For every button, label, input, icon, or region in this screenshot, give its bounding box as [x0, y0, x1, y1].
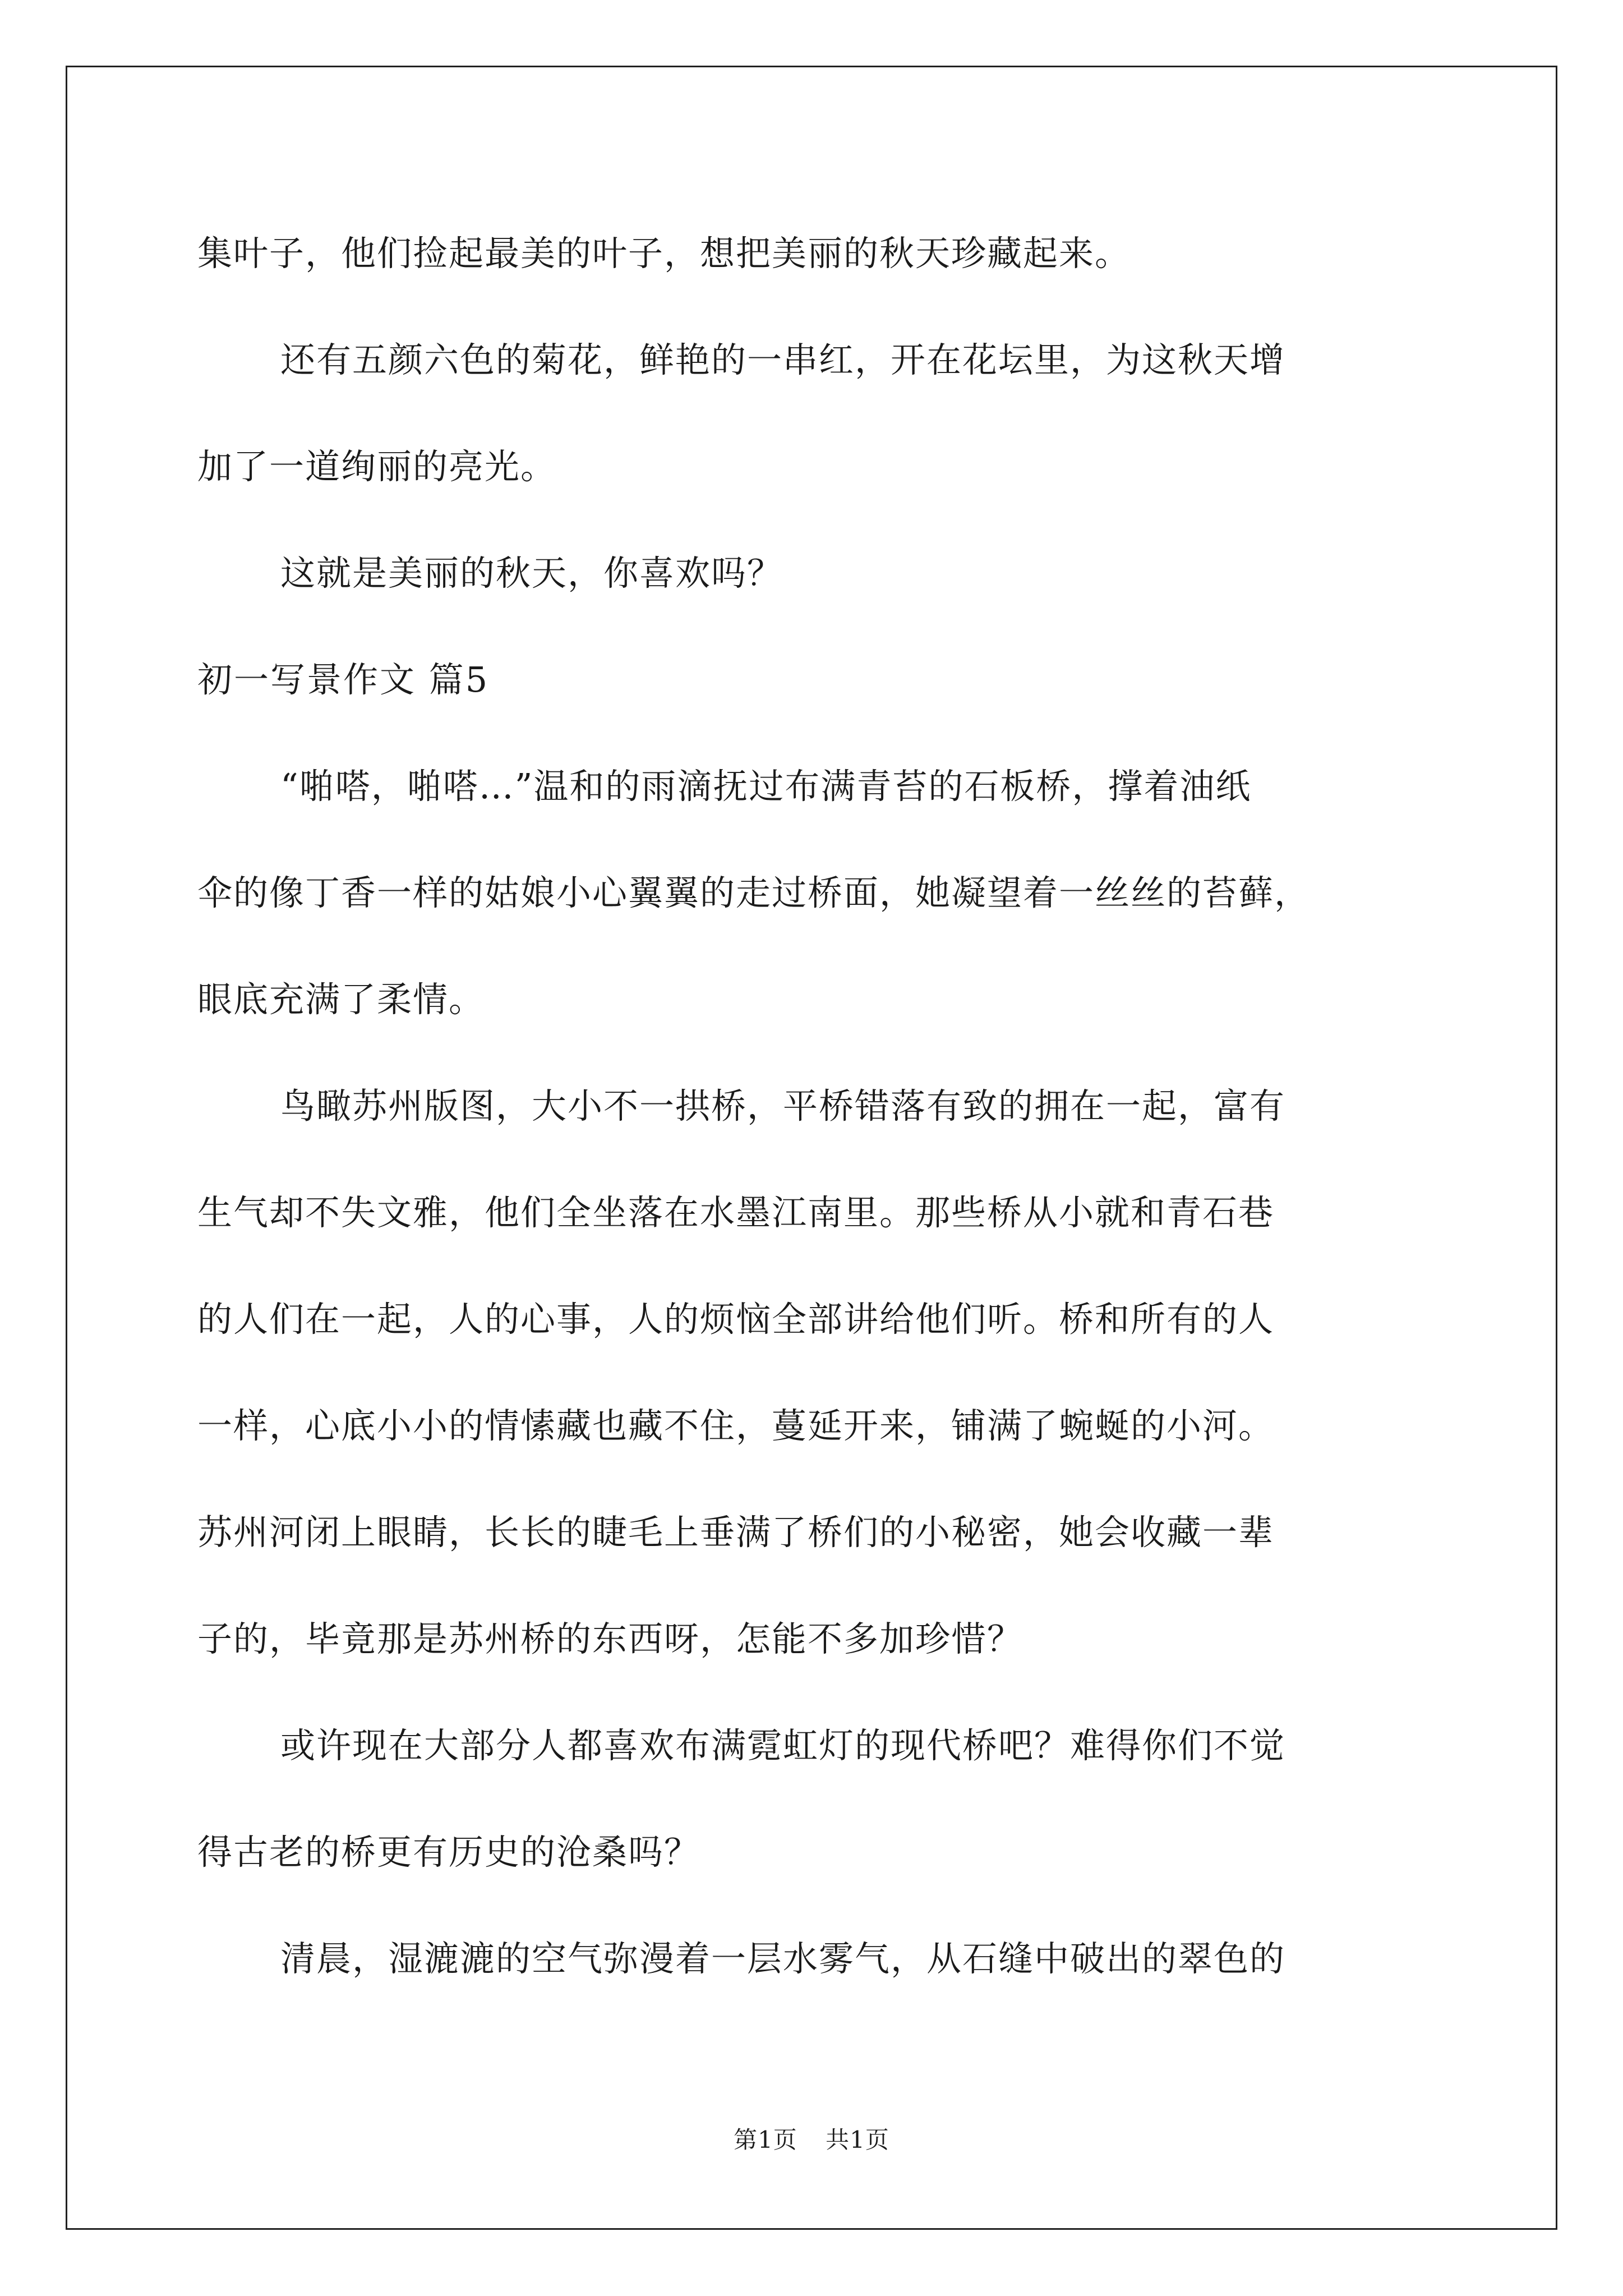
text-line-11: 的人们在一起，人的心事，人的烦恼全部讲给他们听。桥和所有的人 — [197, 1299, 1275, 1340]
text-line-14: 子的，毕竟那是苏州桥的东西呀，怎能不多加珍惜？ — [197, 1618, 1023, 1659]
text-line-4: 这就是美丽的秋天，你喜欢吗？ — [280, 553, 783, 593]
text-line-15: 或许现在大部分人都喜欢布满霓虹灯的现代桥吧？难得你们不觉 — [280, 1725, 1286, 1766]
page-total: 共1页 — [826, 2126, 889, 2154]
text-line-6: “啪嗒，啪嗒…”温和的雨滴抚过布满青苔的石板桥，撑着油纸 — [280, 766, 1252, 807]
text-line-17: 清晨，湿漉漉的空气弥漫着一层水雾气，从石缝中破出的翠色的 — [280, 1938, 1286, 1979]
page-number: 第1页 — [734, 2126, 797, 2154]
section-heading: 初一写景作文 篇5 — [197, 659, 490, 700]
text-line-3: 加了一道绚丽的亮光。 — [197, 446, 557, 487]
text-line-7: 伞的像丁香一样的姑娘小心翼翼的走过桥面，她凝望着一丝丝的苔藓， — [197, 872, 1311, 913]
text-line-10: 生气却不失文雅，他们全坐落在水墨江南里。那些桥从小就和青石巷 — [197, 1192, 1275, 1233]
text-line-8: 眼底充满了柔情。 — [197, 979, 485, 1020]
page-footer — [0, 2123, 1623, 2157]
page-border — [66, 66, 1557, 2230]
text-line-1: 集叶子，他们捡起最美的叶子，想把美丽的秋天珍藏起来。 — [197, 233, 1131, 274]
text-line-13: 苏州河闭上眼睛，长长的睫毛上垂满了桥们的小秘密，她会收藏一辈 — [197, 1512, 1275, 1553]
text-line-12: 一样，心底小小的情愫藏也藏不住，蔓延开来，铺满了蜿蜒的小河。 — [197, 1405, 1275, 1446]
text-line-9: 鸟瞰苏州版图，大小不一拱桥，平桥错落有致的拥在一起，富有 — [280, 1085, 1286, 1126]
text-line-16: 得古老的桥更有历史的沧桑吗？ — [197, 1832, 700, 1872]
text-line-2: 还有五颜六色的菊花，鲜艳的一串红，开在花坛里，为这秋天增 — [280, 339, 1286, 380]
